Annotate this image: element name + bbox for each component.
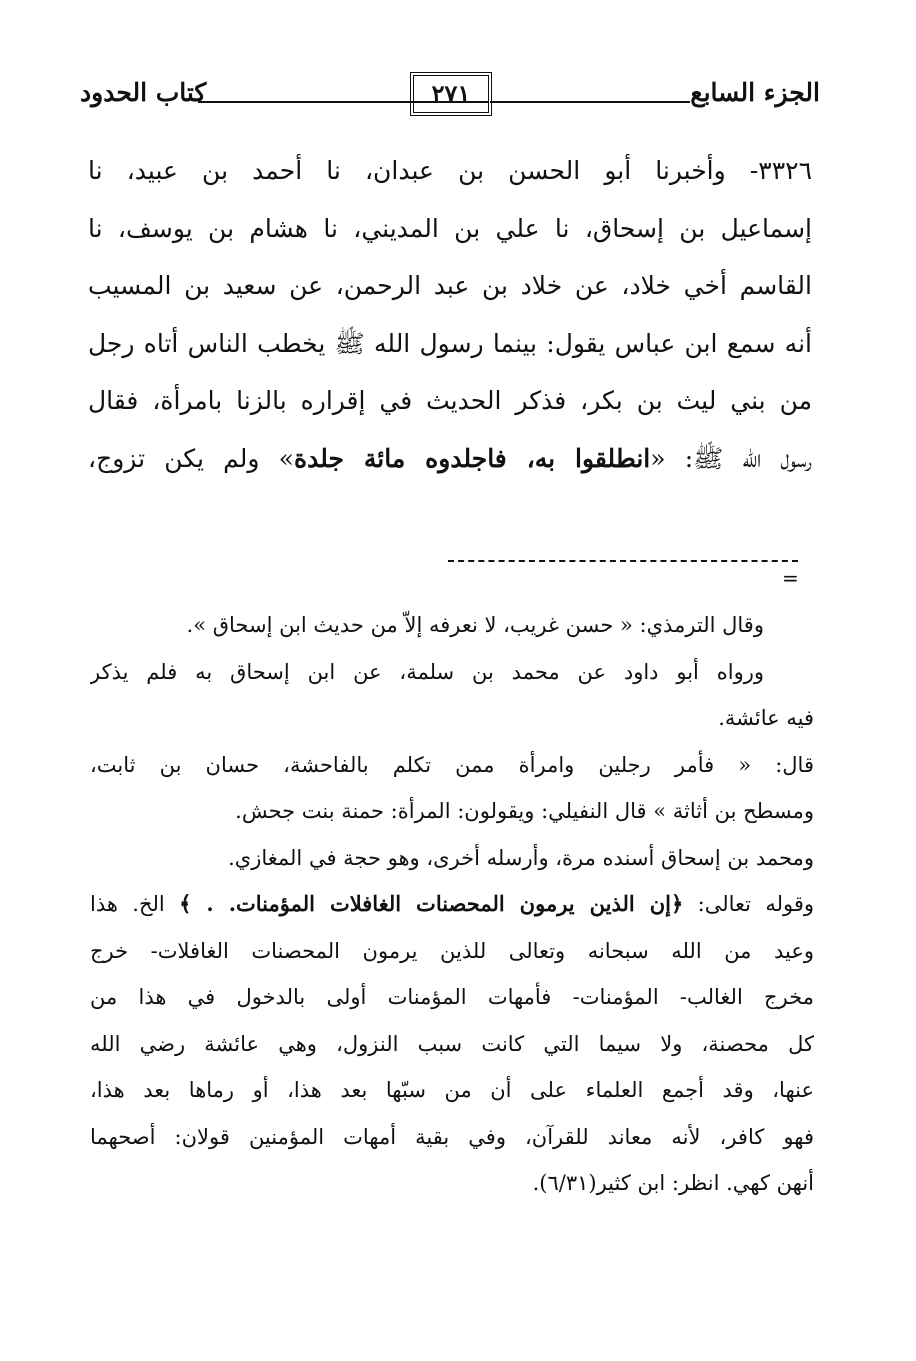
footnote-line: عنها، وقد أجمع العلماء على أن من سبّها بعد هذا، أو رماها بعد هذا،	[90, 1078, 814, 1102]
running-header	[80, 72, 820, 122]
main-line: أنه سمع ابن عباس يقول: بينما رسول الله ﷺ يخطب الناس أتاه رجل	[88, 328, 812, 358]
main-line-last	[88, 430, 812, 488]
main-line-last-before: رسول الله ﷺ: «	[650, 443, 812, 473]
footnote-line: فهو كافر، لأنه معاند للقرآن، وفي بقية أمهات المؤمنين قولان: أصحهما	[90, 1124, 814, 1149]
header-rule-right	[490, 101, 690, 103]
footnote-verse-intro: وقوله تعالى:	[683, 892, 814, 916]
footnote-line: قال: « فأمر رجلين وامرأة ممن تكلم بالفاحشة، حسان بن ثابت،	[90, 752, 814, 777]
footnote-line: مخرج الغالب- المؤمنات- فأمهات المؤمنات أولى بالدخول في هذا من	[90, 985, 814, 1009]
footnote-line: فيه عائشة.	[718, 706, 814, 730]
book-title: كتاب الحدود	[80, 78, 207, 107]
footnote-verse-after: الخ. هذا	[90, 892, 180, 916]
main-line: ٣٣٢٦- وأخبرنا أبو الحسن بن عبدان، نا أحمد بن عبيد، نا	[88, 156, 812, 185]
footnote-line: كل محصنة، ولا سيما التي كانت سبب النزول، وهي عائشة رضي الله	[90, 1031, 814, 1056]
main-line: من بني ليث بن بكر، فذكر الحديث في إقراره بالزنا بامرأة، فقال	[88, 386, 812, 415]
volume-label: الجزء السابع	[690, 78, 820, 107]
footnote-line: أنهن كهي. انظر: ابن كثير(٦/٣١).	[532, 1171, 814, 1195]
footnote-line: ورواه أبو داود عن محمد بن سلمة، عن ابن إسحاق به فلم يذكر	[90, 659, 764, 684]
footnote-line: ومحمد بن إسحاق أسنده مرة، وأرسله أخرى، وهو حجة في المغازي.	[228, 845, 814, 870]
footnote-continuation-marker: =	[782, 566, 799, 590]
main-line: القاسم أخي خلاد، عن خلاد بن عبد الرحمن، عن سعيد بن المسيب	[88, 271, 812, 300]
quran-verse: ﴿إن الذين يرمون المحصنات الغافلات المؤمنات. . ﴾	[179, 891, 684, 916]
main-line: إسماعيل بن إسحاق، نا علي بن المديني، نا هشام بن يوسف، نا	[88, 213, 812, 243]
footnotes	[90, 602, 814, 1207]
footnote-line	[90, 881, 814, 928]
footnote-line: ومسطح بن أثاثة » قال النفيلي: ويقولون: المرأة: حمنة بنت جحش.	[235, 799, 814, 823]
page-number: ٢٧١	[410, 72, 492, 116]
footnote-line: وعيد من الله سبحانه وتعالى للذين يرمون المحصنات الغافلات- خرج	[90, 938, 814, 963]
prophetic-quote: انطلقوا به، فاجلدوه مائة جلدة	[293, 443, 651, 473]
footnote-separator	[448, 560, 798, 562]
main-text	[88, 142, 812, 487]
header-rule-left	[198, 101, 488, 103]
main-line-last-after: » ولم يكن تزوج،	[88, 443, 294, 473]
footnote-line: وقال الترمذي: « حسن غريب، لا نعرفه إلاّ من حديث ابن إسحاق ».	[186, 613, 764, 637]
